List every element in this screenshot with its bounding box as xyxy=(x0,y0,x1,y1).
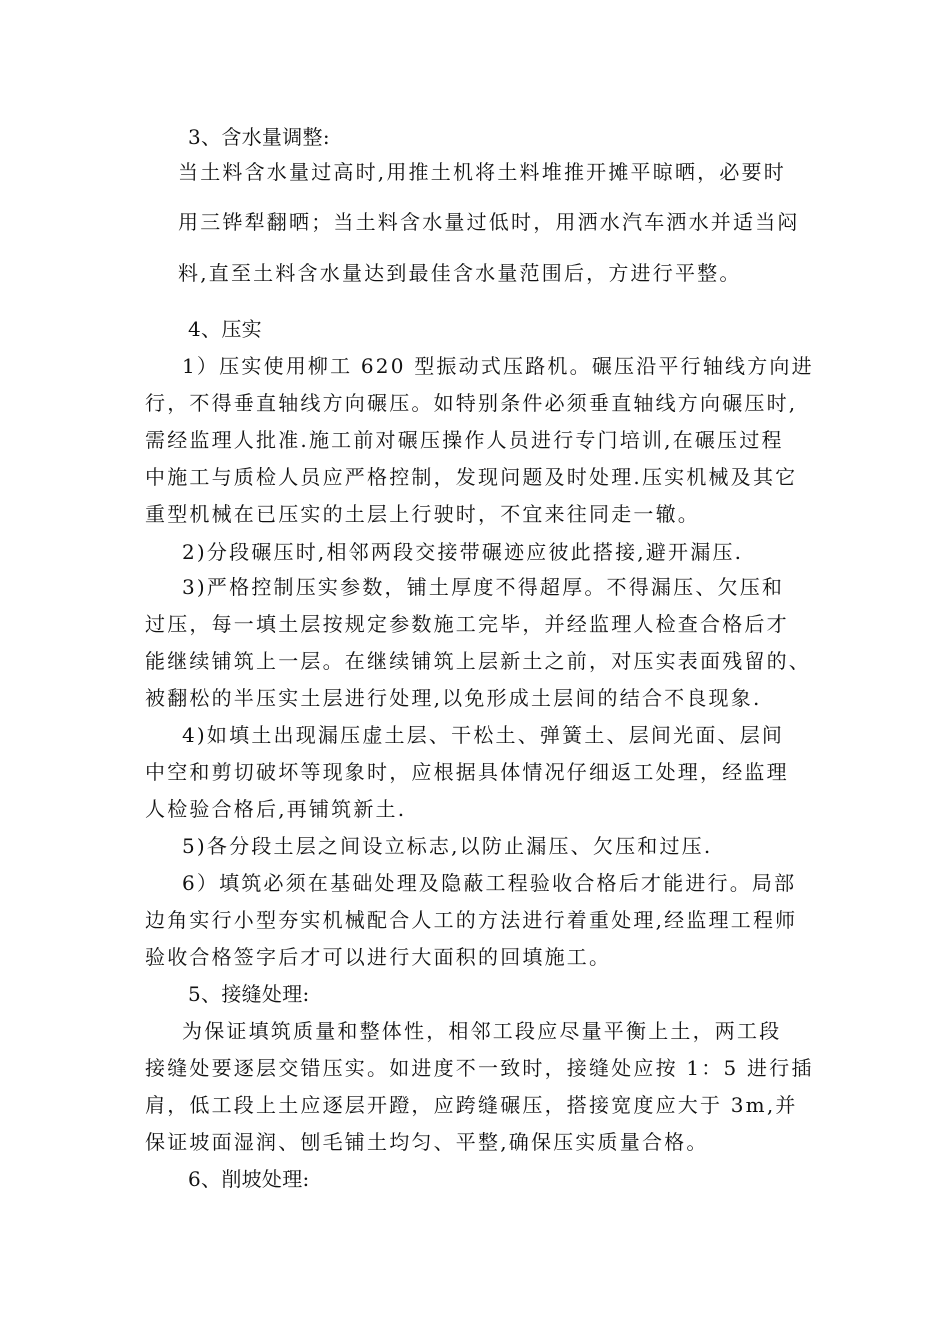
paragraph-line: 人检验合格后,再铺筑新土. xyxy=(145,797,407,821)
paragraph-line: 重型机械在已压实的土层上行驶时，不宜来往同走一辙。 xyxy=(145,502,700,526)
paragraph-line: 边角实行小型夯实机械配合人工的方法进行着重处理,经监理工程师 xyxy=(145,908,798,932)
paragraph-line: 5)各分段土层之间设立标志,以防止漏压、欠压和过压. xyxy=(182,834,713,858)
paragraph-line: 用三铧犁翻晒；当土料含水量过低时，用洒水汽车洒水并适当闷 xyxy=(178,210,800,234)
paragraph-line: 被翻松的半压实土层进行处理,以免形成土层间的结合不良现象. xyxy=(145,686,762,710)
heading-joint-treatment: 5、接缝处理: xyxy=(188,982,310,1006)
paragraph-line: 4)如填土出现漏压虚土层、干松土、弹簧土、层间光面、层间 xyxy=(182,723,785,747)
paragraph-line: 保证坡面湿润、刨毛铺土均匀、平整,确保压实质量合格。 xyxy=(145,1130,709,1154)
paragraph-line: 6）填筑必须在基础处理及隐蔽工程验收合格后才能进行。局部 xyxy=(182,871,797,895)
paragraph-line: 2)分段碾压时,相邻两段交接带碾迹应彼此搭接,避开漏压. xyxy=(182,540,744,564)
paragraph-line: 验收合格签字后才可以进行大面积的回填施工。 xyxy=(145,945,612,969)
paragraph-line: 中施工与质检人员应严格控制，发现问题及时处理.压实机械及其它 xyxy=(145,465,798,489)
paragraph-line: 肩，低工段上土应逐层开蹬，应跨缝碾压，搭接宽度应大于 3m,并 xyxy=(145,1093,798,1117)
paragraph-line: 为保证填筑质量和整体性，相邻工段应尽量平衡上土，两工段 xyxy=(182,1019,782,1043)
paragraph-line: 需经监理人批准.施工前对碾压操作人员进行专门培训,在碾压过程 xyxy=(145,428,784,452)
paragraph-line: 过压，每一填土层按规定参数施工完毕，并经监理人检查合格后才 xyxy=(145,612,789,636)
paragraph-line: 中空和剪切破坏等现象时，应根据具体情况仔细返工处理，经监理 xyxy=(145,760,789,784)
paragraph-line: 接缝处要逐层交错压实。如进度不一致时，接缝处应按 1：5 进行插 xyxy=(145,1056,814,1080)
paragraph-line: 1）压实使用柳工 620 型振动式压路机。碾压沿平行轴线方向进 xyxy=(182,354,814,378)
heading-compaction: 4、压实 xyxy=(188,317,262,341)
paragraph-line: 3)严格控制压实参数，铺土厚度不得超厚。不得漏压、欠压和 xyxy=(182,575,785,599)
paragraph-line: 当土料含水量过高时,用推土机将土料堆推开摊平晾晒，必要时 xyxy=(178,160,786,184)
paragraph-line: 料,直至土料含水量达到最佳含水量范围后，方进行平整。 xyxy=(178,261,742,285)
paragraph-line: 行，不得垂直轴线方向碾压。如特别条件必须垂直轴线方向碾压时, xyxy=(145,391,798,415)
heading-moisture-adjustment: 3、含水量调整: xyxy=(188,125,330,149)
heading-slope-trimming: 6、削坡处理: xyxy=(188,1167,310,1191)
paragraph-line: 能继续铺筑上一层。在继续铺筑上层新土之前，对压实表面残留的、 xyxy=(145,649,811,673)
